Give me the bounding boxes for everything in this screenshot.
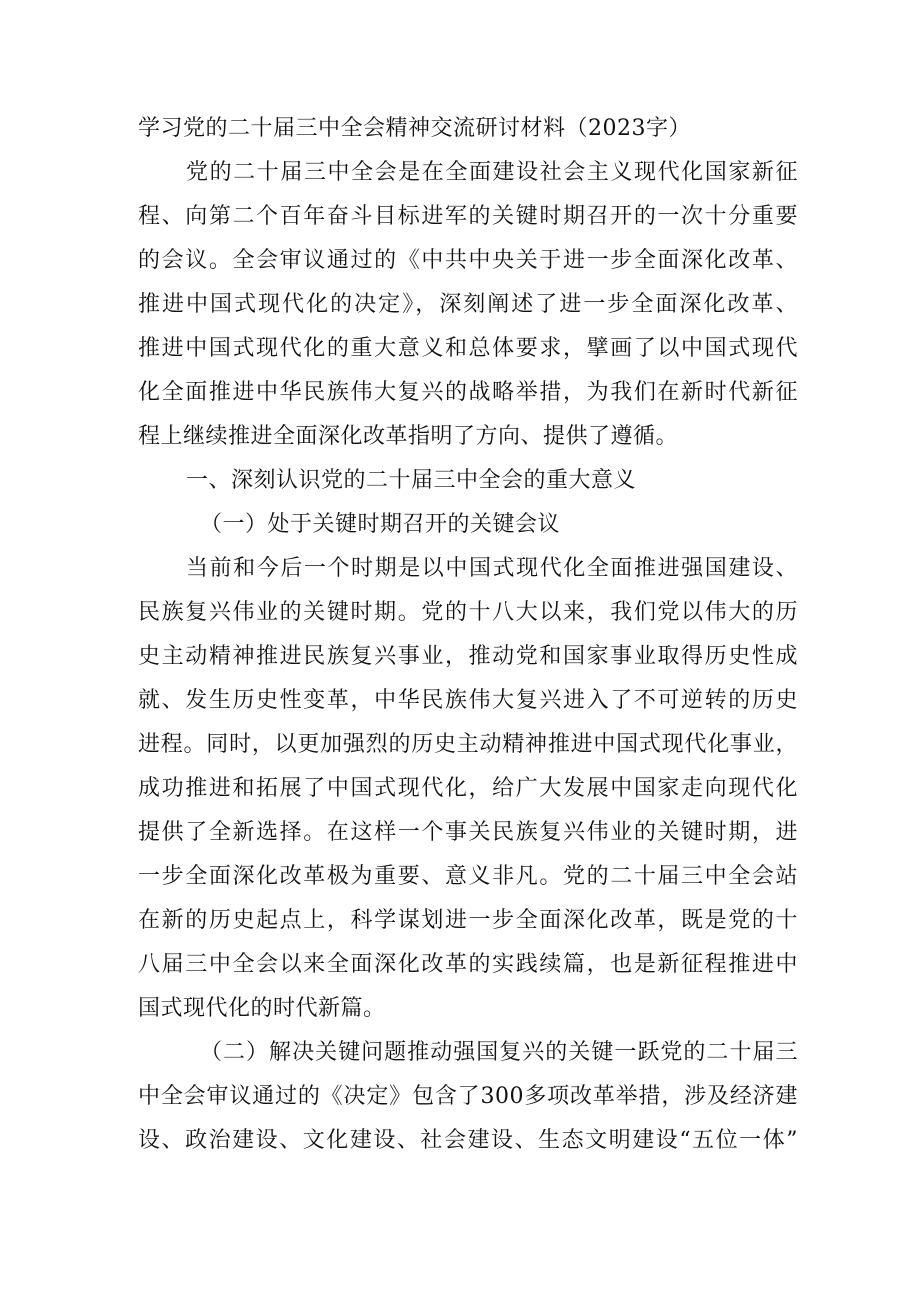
document-title: 学习党的二十届三中全会精神交流研讨材料（2023字） xyxy=(138,116,691,141)
paragraph-line: （二）解决关键问题推动强国复兴的关键一跃党的二十届三 xyxy=(200,1040,798,1065)
paragraph-line: 就、发生历史性变革，中华民族伟大复兴进入了不可逆转的历史 xyxy=(138,688,798,713)
paragraph-line: 在新的历史起点上，科学谋划进一步全面深化改革，既是党的十 xyxy=(138,908,798,933)
paragraph-line: 民族复兴伟业的关键时期。党的十八大以来，我们党以伟大的历 xyxy=(138,600,798,625)
section-heading: 一、深刻认识党的二十届三中全会的重大意义 xyxy=(186,468,637,493)
paragraph-line: 八届三中全会以来全面深化改革的实践续篇，也是新征程推进中 xyxy=(138,952,798,977)
paragraph-line: 设、政治建设、文化建设、社会建设、生态文明建设“五位一体” xyxy=(138,1128,798,1153)
paragraph-line: 成功推进和拓展了中国式现代化，给广大发展中国家走向现代化 xyxy=(138,776,798,801)
subsection-heading: （一）处于关键时期召开的关键会议 xyxy=(200,512,561,537)
paragraph-line: 进程。同时，以更加强烈的历史主动精神推进中国式现代化事业， xyxy=(138,732,798,757)
paragraph-line: 程、向第二个百年奋斗目标进军的关键时期召开的一次十分重要 xyxy=(138,204,798,229)
paragraph-line: 推进中国式现代化的决定》，深刻阐述了进一步全面深化改革、 xyxy=(138,292,798,317)
paragraph-line: 一步全面深化改革极为重要、意义非凡。党的二十届三中全会站 xyxy=(138,864,798,889)
paragraph-line: 推进中国式现代化的重大意义和总体要求，擘画了以中国式现代 xyxy=(138,336,798,361)
paragraph-line: 史主动精神推进民族复兴事业，推动党和国家事业取得历史性成 xyxy=(138,644,798,669)
paragraph-line: 提供了全新选择。在这样一个事关民族复兴伟业的关键时期，进 xyxy=(138,820,798,845)
paragraph-line: 程上继续推进全面深化改革指明了方向、提供了遵循。 xyxy=(138,424,679,449)
paragraph-line: 中全会审议通过的《决定》包含了300多项改革举措，涉及经济建 xyxy=(138,1084,798,1109)
paragraph-line: 当前和今后一个时期是以中国式现代化全面推进强国建设、 xyxy=(186,556,798,581)
paragraph-line: 化全面推进中华民族伟大复兴的战略举措，为我们在新时代新征 xyxy=(138,380,798,405)
paragraph-line: 党的二十届三中全会是在全面建设社会主义现代化国家新征 xyxy=(186,160,798,185)
paragraph-line: 国式现代化的时代新篇。 xyxy=(138,996,386,1021)
paragraph-line: 的会议。全会审议通过的《中共中央关于进一步全面深化改革、 xyxy=(138,248,798,273)
